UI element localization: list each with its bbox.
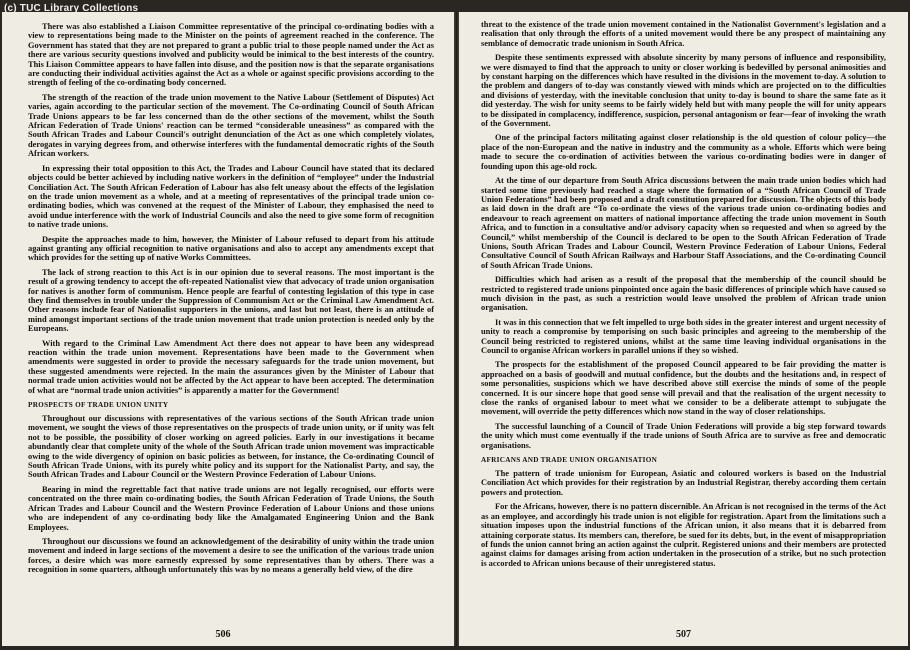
paragraph: Difficulties which had arisen as a result of the proposal that the membership of the council should be restricted to registered trade unions pinpointed once again the basic differences of principle which have caused so much division in the past, as such a restriction would leave unsolved the problem of African trade union organisation.	[481, 275, 886, 313]
paragraph: The prospects for the establishment of the proposed Council appeared to be fair providing the matter is approached on a basis of goodwill and mutual confidence, but the doubts and the hesitations and, in respect of some personalities, suspicions which we have described above still exercise the minds of some of the people concerned. It is our sincere hope that good sense will prevail and that the realisation of the urgent necessity to close the ranks of organised labour to meet what we consider to be a deliberate attempt to subjugate the movement, will override the petty differences which now stand in the way of closer relationships.	[481, 360, 886, 417]
paragraph: The successful launching of a Council of Trade Union Federations will provide a big step forward towards the unity which must come eventually if the trade unions of South Africa are to survive as free and democratic organisations.	[481, 421, 886, 450]
page-number: 507	[676, 629, 691, 640]
paragraph: The lack of strong reaction to this Act is in our opinion due to several reasons. The most important is the result of a growing tendency to accept the oft-repeated Nationalist view that advocacy of trade union organisation for natives is another form of communism. Hence people are fearful of contesting legislation of this type in case they find themselves in trouble under the Suppression of Communism Act or the Criminal Law Amendment Act. Other reasons include fear of Nationalist supporters in the unions, and last but not least, there is an attitude of mind amongst important sections of the trade union movement that trade union protection is needed only by the Europeans.	[28, 267, 434, 334]
right-page-content	[481, 20, 886, 646]
paragraph: For the Africans, however, there is no pattern discernible. An African is not recognised in the terms of the Act as an employee, and accordingly his trade union is not eligible for registration. Apart from the limitations such a situation imposes upon the industrial functions of the African union, it also means that it is debarred from attaining corporate status. Its members can, therefore, be sued for its debts, but, in the event of misappropriation of funds the union cannot bring an action against the culprit. Registered unions and their members are protected against claims for damages arising from action undertaken in the prosecution of a strike, but no such protection is accorded to African unions because of their unregistered status.	[481, 502, 886, 568]
section-heading: AFRICANS AND TRADE UNION ORGANISATION	[481, 456, 658, 465]
right-page	[459, 12, 908, 646]
paragraph: There was also established a Liaison Committee representative of the principal co-ordinating bodies with a view to representations being made to the Minister on the points of agreement reached in the conference. The Government has stated that they are not prepared to grant a public trial to those people named under the Act as there are various security questions involved and publicity would be inimical to the best interests of the country. This Liaison Committee appears to have fallen into disuse, and the position now is that the separate organisations are conducting their individual activities against the Act as a whole or against specific provisions according to the strength of feeling of the co-ordinating body concerned.	[28, 22, 434, 88]
left-page	[2, 12, 454, 646]
paragraph: The pattern of trade unionism for European, Asiatic and coloured workers is based on the Industrial Conciliation Act which provides for their registration by an Industrial Registrar, thereby according them certain powers and protection.	[481, 469, 886, 497]
left-page-content	[28, 22, 434, 646]
paragraph: Despite these sentiments expressed with absolute sincerity by many persons of influence and responsibility, we were dismayed to find that the approach to unity or closer working is bedevilled by personal animosities and by constant harping on the differences which have resulted in the divisions in the movement to-day. A solution to the problem and dangers of to-day was constantly viewed with minds which are projected on to the difficulties and divisions of yesterday, with the inevitable conclusion that unity to-day is bound to share the same fate as it did yesterday. The wish for unity seems to be fairly widely held but with many people the will for unity appears to be dissipated in complacency, indifference, suspicion, personal antagonism or fear—fear of invoking the wrath of the Government.	[481, 53, 886, 129]
paragraph: With regard to the Criminal Law Amendment Act there does not appear to have been any widespread reaction within the trade union movement. Representations have been made to the Government when amendments were suggested in order to provide the necessary safeguards for the trade union movement, but these suggested amendments were rejected. In the main the assurances given by the Minister of Labour that normal trade union activities would not be affected by the Act appear to have been accepted. The determination of what are “normal trade union activities” is apparently a matter for the Government!	[28, 338, 434, 395]
paragraph: In expressing their total opposition to this Act, the Trades and Labour Council have stated that its declared objects could be better achieved by including native workers in the definition of “employee” under the Industrial Conciliation Act. The South African Federation of Labour has also felt uneasy about the effects of the legislation on the trade union movement as a whole, and at a meeting of representatives of the principal trade union co-ordinating bodies, which was convened at the request of the Minister of Labour, they emphasised the need to avoid undue interference with the work of Industrial Councils and also the need to give some form of recognition to native trade unions.	[28, 163, 434, 230]
paragraph: Throughout our discussions with representatives of the various sections of the South African trade union movement, we sought the views of those representatives on the prospects of trade union unity, or if unity was felt not to be possible, the possibility of closer working on agreed policies. Early in our investigations it became abundantly clear that complete unity of the whole of the South African trade union movement was impracticable owing to the wide divergency of opinion on basic policies as between, for instance, the Co-ordinating Council of South African Trade Unions, with its purely white policy and its support for the Nationalist Party, and say, the South African Trades and Labour Council or the Western Province Federation of Labour Unions.	[28, 414, 434, 480]
paragraph: Bearing in mind the regrettable fact that native trade unions are not legally recognised, our efforts were concentrated on the three main co-ordinating bodies, the South African Federation of Trade Unions, the South African Trades and Labour Council and the Western Province Federation of Labour Unions and those unions who are independent of any co-ordinating body like the Amalgamated Engineering Union and the Bank Employees.	[28, 484, 434, 532]
paragraph: The strength of the reaction of the trade union movement to the Native Labour (Settlement of Disputes) Act varies, again according to the particular section of the movement. The Co-ordinating Council of South African Trade Unions appears to be far less concerned than do the other sections of the movement, whilst the South African Federation of Trade Unions' reaction can be termed “considerable uneasiness” as compared with the South African Trades and Labour Council's outright denunciation of the Act as one which completely violates, derogates in varying degrees from, and otherwise interferes with the fundamental democratic rights of the South African workers.	[28, 92, 434, 159]
paragraph: Throughout our discussions we found an acknowledgement of the desirability of unity within the trade union movement and indeed in large sections of the movement a desire to see the unification of the various trade union forces, a desire which was more earnestly expressed by some representatives than by others. There was a recognition in some quarters, although unfortunately this was by no means a generally held view, of the dire	[28, 536, 434, 575]
paragraph: threat to the existence of the trade union movement contained in the Nationalist Government's legislation and a realisation that only through the efforts of a united movement would there be any prospect of maintaining any semblance of democratic trade unionism in South Africa.	[481, 20, 886, 48]
section-heading: PROSPECTS OF TRADE UNION UNITY	[28, 401, 169, 410]
paragraph: At the time of our departure from South Africa discussions between the main trade union bodies which had started some time previously had reached a stage where the formation of a “South African Council of Trade Union Federations” had been proposed and a draft constitution prepared for discussion. The objects of this body as laid down in the draft are “To co-ordinate the views of the various trade union co-ordinating bodies and endeavour to reach agreement on matters of national importance affecting the trade union movement in South Africa, and to function in a consultative and/or advisory capacity when so requested and when so agreed by the Council,” whilst membership of the Council is declared to be open to the South African Federation of Trade Unions, South African Trades and Labour Council, Western Province Federation of Labour Unions, Federal Consultative Council of South African Railways and Harbour Staff Associations, and the Co-ordinating Council of South African Trade Unions.	[481, 176, 886, 270]
watermark: (c) TUC Library Collections	[4, 3, 139, 14]
paragraph: It was in this connection that we felt impelled to urge both sides in the greater interest and urgent necessity of unity to reach a compromise by temporising on such basic principles and agreeing to the membership of the Council being restricted to registered unions, whilst at the same time leaving individual organisations in the Council to organise African workers in parallel unions if they so wished.	[481, 317, 886, 355]
page-number: 506	[215, 629, 231, 640]
paragraph: Despite the approaches made to him, however, the Minister of Labour refused to depart from his attitude against granting any official recognition to native organisations and also to accept any amendments except that which provides for the setting up of native Works Committees.	[28, 234, 434, 263]
paragraph: One of the principal factors militating against closer relationship is the old question of colour policy—the place of the non-European and the native in industry and the community as a whole. Efforts which were being made to secure the co-ordination of activities between the various co-ordinating bodies were in danger of founding upon this age-old rock.	[481, 133, 886, 171]
